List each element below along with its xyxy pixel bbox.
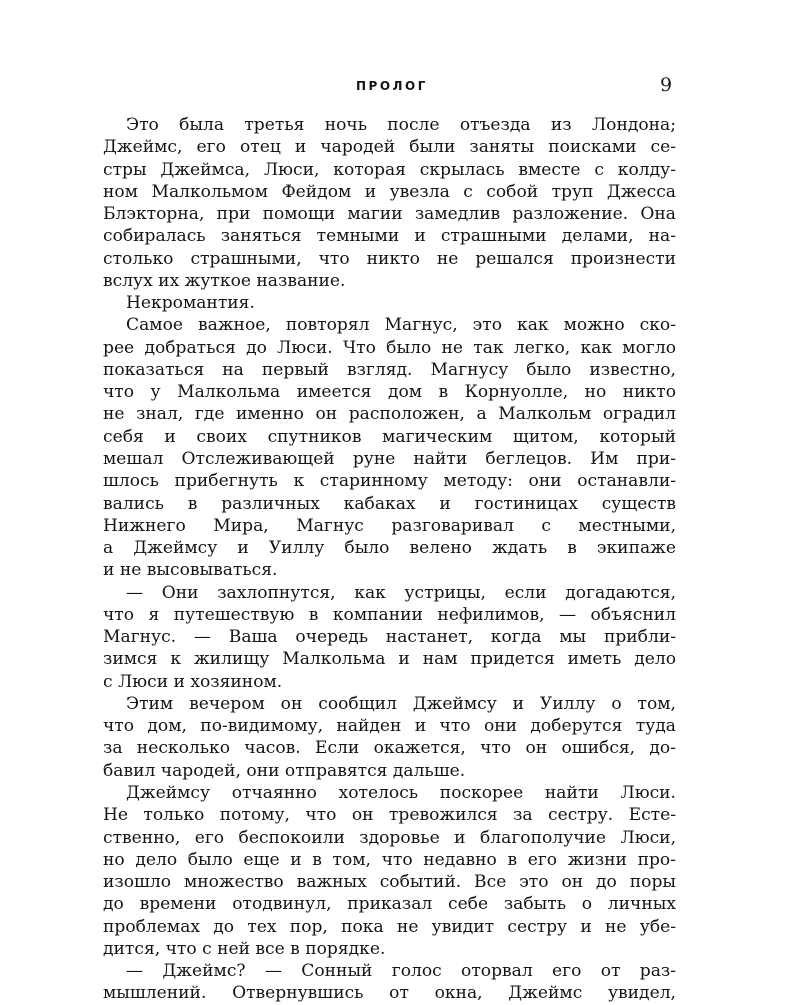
text-line: Нижнего Мира, Магнус разговаривал с местными, [103,515,676,536]
section-title: ПРОЛОГ [356,79,428,93]
text-line: изошло множество важных событий. Все это он до поры [103,872,676,893]
page-number: 9 [660,74,673,96]
text-line: с Люси и хозяином. [103,671,283,692]
text-line: Блэкторна, при помощи магии замедлив разложение. Она [103,204,676,225]
running-head [0,76,800,100]
text-line: рее добраться до Люси. Что было не так легко, как могло [103,337,676,358]
text-line: — Джеймс? — Сонный голос оторвал его от раз- [126,961,676,982]
text-line: шлось прибегнуть к старинному методу: они останавли- [103,471,676,492]
text-line: столько страшными, что никто не решался произнести [103,248,676,269]
text-line: дится, что с ней все в порядке. [103,938,386,959]
text-line: себя и своих спутников магическим щитом, который [103,426,676,447]
text-line: что я путешествую в компании нефилимов, — объяснил [103,604,676,625]
body-text [103,114,676,1005]
text-line: за несколько часов. Если окажется, что он ошибся, до- [103,738,676,759]
text-line: до времени отодвинул, приказал себе забыть о личных [103,894,676,915]
text-line: а Джеймсу и Уиллу было велено ждать в экипаже [103,538,676,559]
text-line: бавил чародей, они отправятся дальше. [103,760,466,781]
text-line: проблемах до тех пор, пока не увидит сестру и не убе- [103,916,676,937]
text-line: показаться на первый взгляд. Магнусу было известно, [103,359,676,380]
text-line: Не только потому, что он тревожился за сестру. Есте- [103,805,676,826]
text-line: Этим вечером он сообщил Джеймсу и Уиллу о том, [126,693,676,714]
text-line: — Они захлопнутся, как устрицы, если догадаются, [126,582,676,603]
text-line: ственно, его беспокоили здоровье и благополучие Люси, [103,827,676,848]
text-line: Магнус. — Ваша очередь настанет, когда мы прибли- [103,627,676,648]
text-line: Самое важное, повторял Магнус, это как можно ско- [126,315,676,336]
text-line: вслух их жуткое название. [103,270,346,291]
text-line: но дело было еще и в том, что недавно в его жизни про- [103,849,676,870]
text-line: Джеймсу отчаянно хотелось поскорее найти Люси. [126,782,676,803]
text-line: ном Малкольмом Фейдом и увезла с собой труп Джесса [103,181,676,202]
text-line: зимся к жилищу Малкольма и нам придется иметь дело [103,649,676,670]
text-line: Это была третья ночь после отъезда из Лондона; [126,115,676,135]
text-line: стры Джеймса, Люси, которая скрылась вместе с колду- [103,159,676,180]
text-line: мышлений. Отвернувшись от окна, Джеймс увидел, [103,983,676,1004]
text-line: что дом, по-видимому, найден и что они доберутся туда [103,716,676,737]
text-line: собиралась заняться темными и страшными делами, на- [103,226,676,247]
text-line: Джеймс, его отец и чародей были заняты поисками се- [103,137,676,158]
text-line: что у Малкольма имеется дом в Корнуолле, но никто [103,382,676,403]
text-line: Некромантия. [126,293,255,314]
text-line: не знал, где именно он расположен, а Малкольм оградил [103,404,676,425]
text-line: вались в различных кабаках и гостиницах существ [103,493,676,514]
text-line: мешал Отслеживающей руне найти беглецов. Им при- [103,448,676,469]
text-line: и не высовываться. [103,560,278,581]
